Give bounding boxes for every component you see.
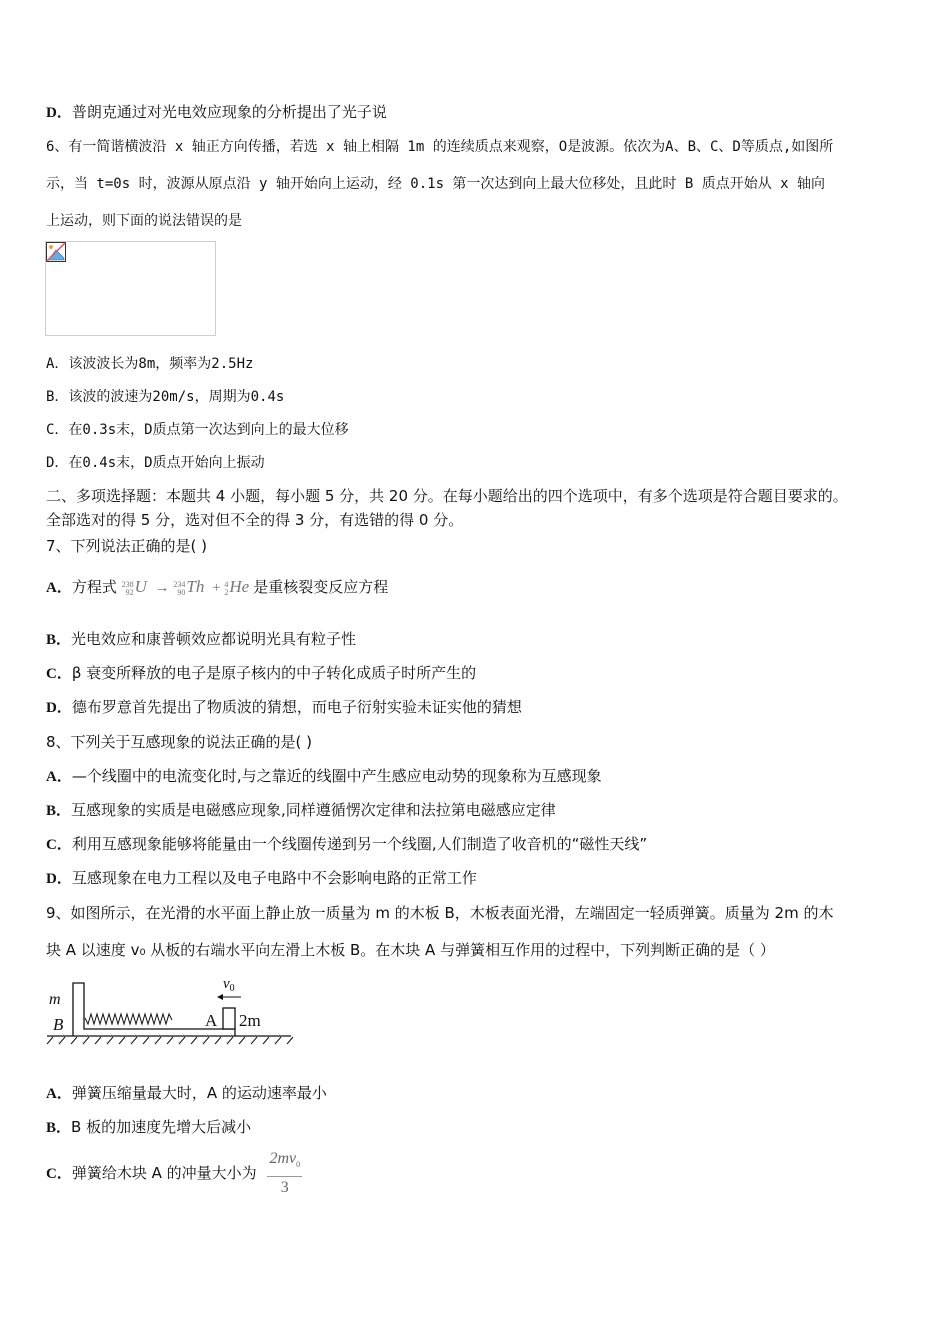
q6-option-b: B．该波的波速为20m/s，周期为0.4s bbox=[46, 389, 285, 405]
section-2-instructions-line-1: 二、多项选择题：本题共 4 小题，每小题 5 分，共 20 分。在每小题给出的四个选项中，有多个选项是符合题目要求的。 bbox=[46, 487, 848, 505]
q9-stem-line-2: 块 A 以速度 v₀ 从板的右端水平向左滑上木板 B。在木块 A 与弹簧相互作用的过程中，下列判断正确的是（ ） bbox=[46, 941, 775, 959]
q6-stem-line-2: 示，当 t=0s 时，波源从原点沿 y 轴开始向上运动，经 0.1s 第一次达到向上最大位移处，且此时 B 质点开始从 x 轴向 bbox=[46, 176, 826, 192]
broken-image-icon bbox=[46, 242, 66, 262]
svg-text:v0: $v_0$ bbox=[223, 976, 235, 994]
q5-option-d bbox=[46, 102, 387, 123]
arrow-icon: → bbox=[154, 580, 170, 596]
uranium-nuclide: 238 92U bbox=[121, 577, 147, 597]
option-text: 普朗克通过对光电效应现象的分析提出了光子说 bbox=[71, 103, 387, 121]
q8-option-b: B．互感现象的实质是电磁感应现象,同样遵循愣次定律和法拉第电磁感应定律 bbox=[46, 801, 556, 819]
nuclear-equation: 238 92U → 234 90Th + 4 2He bbox=[122, 572, 254, 603]
spring-board-diagram bbox=[45, 974, 295, 1046]
section-2-instructions-line-2: 全部选对的得 5 分，选对但不全的得 3 分，有选错的得 0 分。 bbox=[46, 511, 464, 529]
q6-figure-image bbox=[45, 241, 216, 336]
q6-stem-line-3: 上运动，则下面的说法错误的是 bbox=[46, 213, 242, 229]
q7-option-d: D．德布罗意首先提出了物质波的猜想，而电子衍射实验未证实他的猜想 bbox=[46, 698, 522, 716]
q7-option-a: A．方程式 238 92U → 234 90Th + 4 2He 是重核裂变反应方程 bbox=[46, 572, 388, 603]
impulse-fraction: $\frac{2mv_0}{3}$ bbox=[269, 1150, 301, 1197]
q8-option-c: C．利用互感现象能够将能量由一个线圈传递到另一个线圈,人们制造了收音机的“磁性天线” bbox=[46, 835, 648, 853]
svg-text:m: m bbox=[49, 991, 61, 1008]
q8-stem: 8、下列关于互感现象的说法正确的是( ) bbox=[46, 733, 313, 751]
q9-option-a: A．弹簧压缩量最大时，A 的运动速率最小 bbox=[46, 1084, 327, 1102]
q9-option-c: C．弹簧给木块 A 的冲量大小为 $\frac{2mv_0}{3}$ bbox=[46, 1150, 301, 1197]
option-label: D． bbox=[46, 105, 72, 121]
svg-text:A: A bbox=[205, 1011, 218, 1030]
q6-stem-line-1: 6、有一简谐横波沿 x 轴正方向传播，若选 x 轴上相隔 1m 的连续质点来观察，O是波源。依次为A、B、C、D等质点,如图所 bbox=[46, 139, 834, 155]
q7-option-b: B．光电效应和康普顿效应都说明光具有粒子性 bbox=[46, 630, 357, 648]
q7-option-c: C．β 衰变所释放的电子是原子核内的中子转化成质子时所产生的 bbox=[46, 664, 477, 682]
q6-option-c: C．在0.3s末，D质点第一次达到向上的最大位移 bbox=[46, 422, 349, 438]
q9-figure-board-spring-block bbox=[45, 974, 295, 1046]
q6-option-d: D．在0.4s末，D质点开始向上振动 bbox=[46, 455, 265, 471]
svg-text:B: B bbox=[53, 1015, 64, 1034]
q9-stem-line-1: 9、如图所示，在光滑的水平面上静止放一质量为 m 的木板 B，木板表面光滑，左端固定一轻质弹簧。质量为 2m 的木 bbox=[46, 904, 834, 922]
q8-option-d: D．互感现象在电力工程以及电子电路中不会影响电路的正常工作 bbox=[46, 869, 477, 887]
thorium-nuclide: 234 90Th bbox=[173, 577, 205, 597]
svg-text:2m: 2m bbox=[239, 1011, 261, 1030]
q8-option-a: A．—个线圈中的电流变化时,与之靠近的线圈中产生感应电动势的现象称为互感现象 bbox=[46, 767, 602, 785]
q6-option-a: A．该波波长为8m，频率为2.5Hz bbox=[46, 356, 254, 372]
helium-nuclide: 4 2He bbox=[224, 577, 250, 597]
q7-stem: 7、下列说法正确的是( ) bbox=[46, 537, 208, 555]
q9-option-b: B．B 板的加速度先增大后减小 bbox=[46, 1118, 252, 1136]
